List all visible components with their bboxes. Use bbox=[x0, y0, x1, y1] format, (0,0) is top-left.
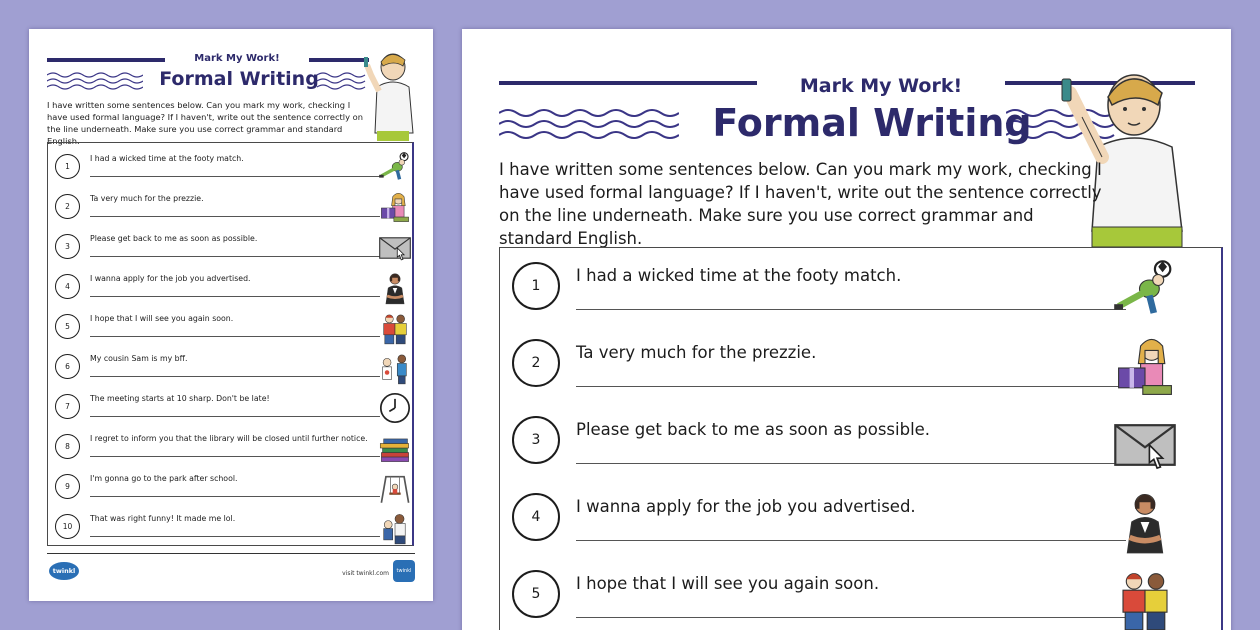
item-number: 1 bbox=[512, 262, 560, 310]
answer-line[interactable] bbox=[90, 376, 380, 377]
footballer-icon bbox=[1112, 258, 1178, 328]
sentence-text: That was right funny! It made me lol. bbox=[90, 514, 236, 523]
item-number: 7 bbox=[55, 394, 80, 419]
friends-icon bbox=[1112, 566, 1178, 630]
sentence-list bbox=[47, 142, 414, 546]
header-rule-left bbox=[47, 58, 165, 62]
item-number: 5 bbox=[55, 314, 80, 339]
worksheet-instructions: I have written some sentences below. Can you mark my work, checking I have used formal language? If I haven't, write out the sentence correctly on the line underneath. Make sure you use correct grammar and standard English. bbox=[47, 100, 363, 146]
sentence-text: I'm gonna go to the park after school. bbox=[90, 474, 238, 483]
sentence-text: I regret to inform you that the library will be closed until further notice. bbox=[90, 434, 368, 443]
twinkl-logo: twinkl bbox=[49, 562, 79, 580]
worksheet-title: Formal Writing bbox=[159, 68, 319, 90]
item-number: 3 bbox=[55, 234, 80, 259]
sentence-text: I hope that I will see you again soon. bbox=[576, 574, 880, 593]
list-item bbox=[48, 147, 412, 187]
twinkl-badge-icon: twinkl bbox=[393, 560, 415, 582]
item-number: 9 bbox=[55, 474, 80, 499]
sentence-list bbox=[499, 247, 1223, 630]
answer-line[interactable] bbox=[576, 540, 1126, 541]
list-item bbox=[48, 267, 412, 307]
footer-url: visit twinkl.com bbox=[342, 570, 389, 577]
answer-line[interactable] bbox=[90, 336, 380, 337]
girl-with-present-icon bbox=[378, 191, 412, 229]
sentence-text: Please get back to me as soon as possible. bbox=[90, 234, 258, 243]
list-item bbox=[48, 227, 412, 267]
page-footer bbox=[47, 553, 415, 587]
friends-icon bbox=[378, 311, 412, 349]
item-number: 1 bbox=[55, 154, 80, 179]
businesswoman-icon bbox=[378, 271, 412, 309]
answer-line[interactable] bbox=[90, 176, 380, 177]
girl-with-present-icon bbox=[1112, 335, 1178, 405]
list-item bbox=[48, 507, 412, 547]
worksheet-kicker: Mark My Work! bbox=[194, 53, 280, 64]
sentence-text: I wanna apply for the job you advertised. bbox=[90, 274, 251, 283]
sentence-text: The meeting starts at 10 sharp. Don't be late! bbox=[90, 394, 270, 403]
answer-line[interactable] bbox=[576, 386, 1126, 387]
footballer-icon bbox=[378, 151, 412, 189]
clock-icon bbox=[378, 391, 412, 429]
books-icon bbox=[378, 431, 412, 469]
answer-line[interactable] bbox=[90, 416, 380, 417]
swing-icon bbox=[378, 471, 412, 509]
list-item bbox=[48, 347, 412, 387]
list-item bbox=[48, 307, 412, 347]
laughing-kids-icon bbox=[378, 511, 412, 549]
list-item bbox=[48, 187, 412, 227]
worksheet-kicker: Mark My Work! bbox=[799, 75, 963, 97]
item-number: 10 bbox=[55, 514, 80, 539]
list-item bbox=[48, 387, 412, 427]
sentence-text: I hope that I will see you again soon. bbox=[90, 314, 234, 323]
item-number: 8 bbox=[55, 434, 80, 459]
list-item bbox=[500, 560, 1221, 630]
item-number: 6 bbox=[55, 354, 80, 379]
wave-decoration-left bbox=[47, 71, 143, 91]
answer-line[interactable] bbox=[90, 296, 380, 297]
answer-line[interactable] bbox=[90, 216, 380, 217]
envelope-icon bbox=[378, 231, 412, 269]
item-number: 2 bbox=[55, 194, 80, 219]
item-number: 2 bbox=[512, 339, 560, 387]
item-number: 4 bbox=[512, 493, 560, 541]
list-item bbox=[500, 406, 1221, 483]
sentence-text: My cousin Sam is my bff. bbox=[90, 354, 188, 363]
sentence-text: I had a wicked time at the footy match. bbox=[90, 154, 244, 163]
sentence-text: I wanna apply for the job you advertised. bbox=[576, 497, 916, 516]
list-item bbox=[500, 329, 1221, 406]
header-rule-right bbox=[309, 58, 369, 62]
businesswoman-icon bbox=[1112, 489, 1178, 559]
answer-line[interactable] bbox=[576, 309, 1126, 310]
answer-line[interactable] bbox=[576, 617, 1126, 618]
answer-line[interactable] bbox=[576, 463, 1126, 464]
item-number: 3 bbox=[512, 416, 560, 464]
answer-line[interactable] bbox=[90, 536, 380, 537]
list-item bbox=[500, 483, 1221, 560]
worksheet-title: Formal Writing bbox=[712, 101, 1032, 145]
answer-line[interactable] bbox=[90, 256, 380, 257]
envelope-icon bbox=[1112, 412, 1178, 482]
worksheet-thumbnail bbox=[29, 29, 433, 601]
sentence-text: Ta very much for the prezzie. bbox=[90, 194, 204, 203]
answer-line[interactable] bbox=[90, 496, 380, 497]
worksheet-zoomed bbox=[462, 29, 1231, 630]
sentence-text: I had a wicked time at the footy match. bbox=[576, 266, 902, 285]
sentence-text: Please get back to me as soon as possible. bbox=[576, 420, 931, 439]
list-item bbox=[48, 427, 412, 467]
item-number: 5 bbox=[512, 570, 560, 618]
list-item bbox=[500, 252, 1221, 329]
boy-writing-icon bbox=[363, 51, 421, 143]
item-number: 4 bbox=[55, 274, 80, 299]
sentence-text: Ta very much for the prezzie. bbox=[576, 343, 817, 362]
worksheet-instructions: I have written some sentences below. Can you mark my work, checking I have used formal language? If I haven't, write out the sentence correctly on the line underneath. Make sure you use correct grammar and standard English. bbox=[499, 160, 1102, 248]
header-rule-left bbox=[499, 81, 757, 85]
cousins-icon bbox=[378, 351, 412, 389]
answer-line[interactable] bbox=[90, 456, 380, 457]
wave-decoration-left bbox=[499, 107, 679, 141]
list-item bbox=[48, 467, 412, 507]
